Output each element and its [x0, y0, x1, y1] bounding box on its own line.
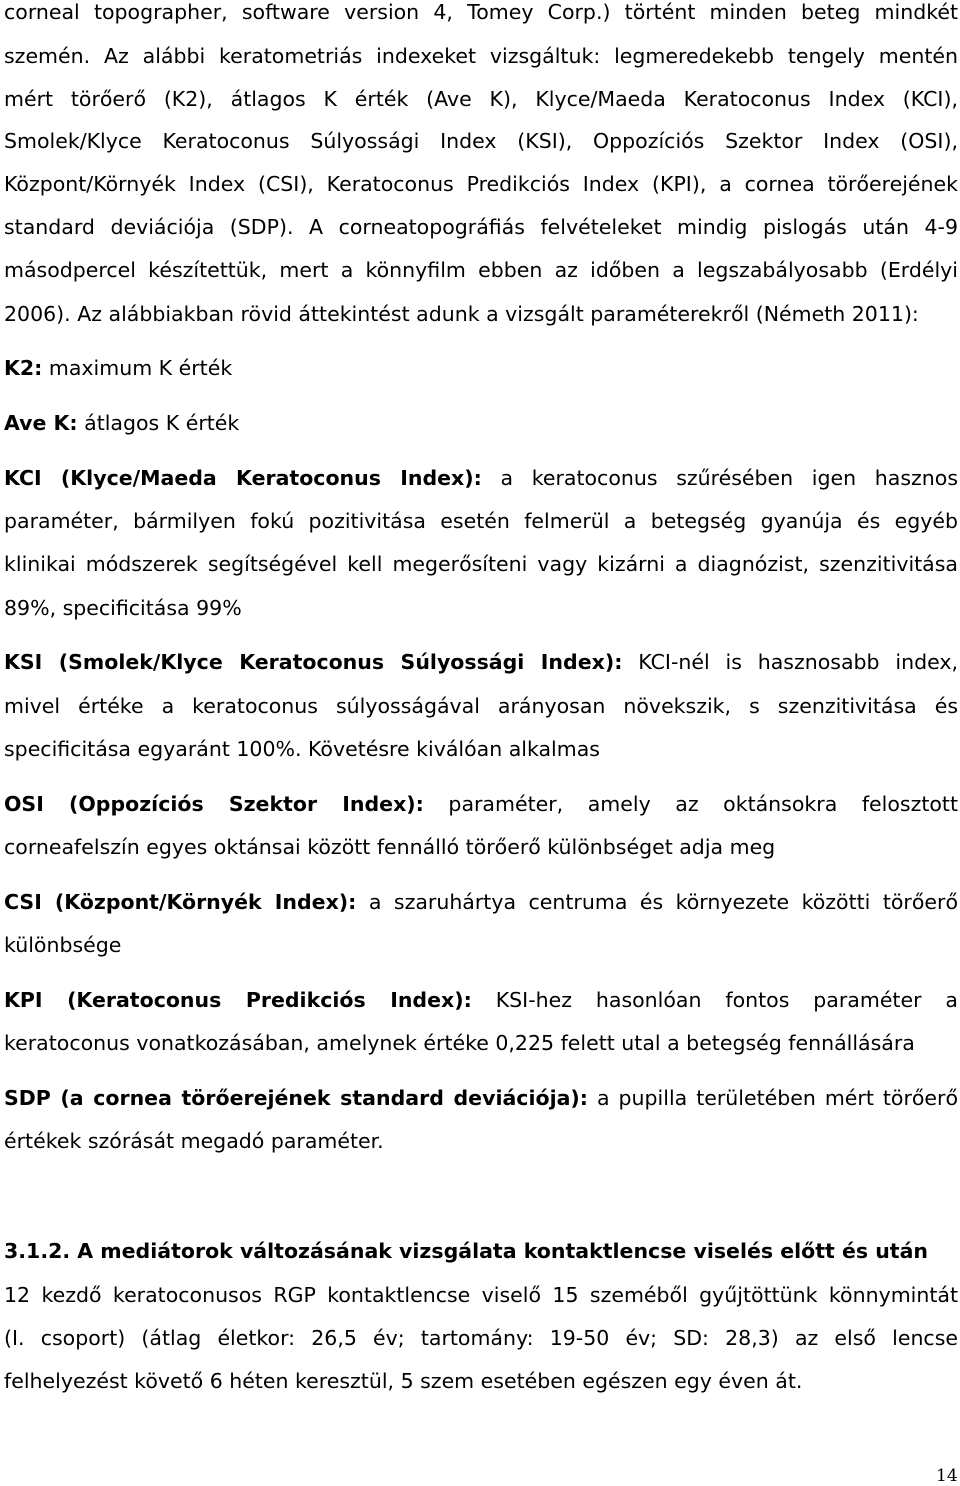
section-heading: 3.1.2. A mediátorok változásának vizsgálata kontaktlencse viselés előtt és után: [4, 1239, 929, 1263]
sdp-text-1: a pupilla területében mért törőerő: [588, 1086, 958, 1110]
sdp-term: SDP (a cornea törőerejének standard deviációja):: [4, 1086, 588, 1110]
ksi-line-2: mivel értéke a keratoconus súlyosságával arányosan növekszik, s szenzitivitása és: [4, 694, 958, 718]
csi-line-2: különbsége: [4, 933, 122, 957]
intro-line-6: standard deviációja (SDP). A corneatopográfiás felvételeket mindig pislogás után 4-9: [4, 215, 958, 239]
kci-line-4: 89%, specificitása 99%: [4, 596, 242, 620]
intro-line-4: Smolek/Klyce Keratoconus Súlyossági Index (KSI), Oppozíciós Szektor Index (OSI),: [4, 129, 958, 153]
sdp-line-1: [4, 1086, 958, 1110]
avek-definition: [4, 411, 958, 435]
ksi-line-3: specificitása egyaránt 100%. Követésre kiválóan alkalmas: [4, 737, 600, 761]
osi-line-1: [4, 792, 958, 816]
k2-term: K2:: [4, 356, 43, 380]
section-line-1: 12 kezdő keratoconusos RGP kontaktlencse viselő 15 szeméből gyűjtöttünk könnymintát: [4, 1283, 958, 1307]
section-line-3: felhelyezést követő 6 héten keresztül, 5 szem esetében egészen egy éven át.: [4, 1369, 803, 1393]
ksi-text-1: KCI-nél is hasznosabb index,: [622, 650, 958, 674]
avek-term: Ave K:: [4, 411, 78, 435]
ksi-term: KSI (Smolek/Klyce Keratoconus Súlyossági Index):: [4, 650, 623, 674]
osi-text-1: paraméter, amely az oktánsokra felosztott: [423, 792, 958, 816]
intro-line-2: szemén. Az alábbi keratometriás indexeket vizsgáltuk: legmeredekebb tengely mentén: [4, 44, 958, 68]
osi-term: OSI (Oppozíciós Szektor Index):: [4, 792, 424, 816]
kci-text-1: a keratoconus szűrésében igen hasznos: [481, 466, 959, 490]
k2-text: maximum K érték: [42, 356, 233, 380]
kci-term: KCI (Klyce/Maeda Keratoconus Index):: [4, 466, 482, 490]
csi-text-1: a szaruhártya centruma és környezete közötti törőerő: [356, 890, 958, 914]
intro-line-5: Központ/Környék Index (CSI), Keratoconus Predikciós Index (KPI), a cornea törőerejének: [4, 172, 958, 196]
kci-line-3: klinikai módszerek segítségével kell megerősíteni vagy kizárni a diagnózist, szenzitivitása: [4, 552, 958, 576]
kpi-line-1: [4, 988, 958, 1012]
section-line-2: (I. csoport) (átlag életkor: 26,5 év; tartomány: 19-50 év; SD: 28,3) az első lencse: [4, 1326, 958, 1350]
csi-line-1: [4, 890, 958, 914]
k2-definition: [4, 356, 958, 380]
intro-line-3: mért törőerő (K2), átlagos K érték (Ave K), Klyce/Maeda Keratoconus Index (KCI),: [4, 87, 958, 111]
page-number: 14: [936, 1466, 958, 1486]
avek-text: átlagos K érték: [77, 411, 240, 435]
osi-line-2: corneafelszín egyes oktánsai között fennálló törőerő különbséget adja meg: [4, 835, 776, 859]
kci-line-2: paraméter, bármilyen fokú pozitivitása esetén felmerül a betegség gyanúja és egyéb: [4, 509, 958, 533]
intro-line-1: corneal topographer, software version 4, Tomey Corp.) történt minden beteg mindkét: [4, 0, 958, 24]
kci-line-1: [4, 466, 958, 490]
kpi-text-1: KSI-hez hasonlóan fontos paraméter a: [471, 988, 958, 1012]
csi-term: CSI (Központ/Környék Index):: [4, 890, 357, 914]
intro-line-7: másodpercel készítettük, mert a könnyfilm ebben az időben a legszabályosabb (Erdélyi: [4, 258, 958, 282]
intro-line-8: 2006). Az alábbiakban rövid áttekintést adunk a vizsgált paraméterekről (Németh 2011):: [4, 302, 919, 326]
kpi-line-2: keratoconus vonatkozásában, amelynek értéke 0,225 felett utal a betegség fennállására: [4, 1031, 915, 1055]
kpi-term: KPI (Keratoconus Predikciós Index):: [4, 988, 472, 1012]
ksi-line-1: [4, 650, 958, 674]
sdp-line-2: értékek szórását megadó paraméter.: [4, 1129, 384, 1153]
